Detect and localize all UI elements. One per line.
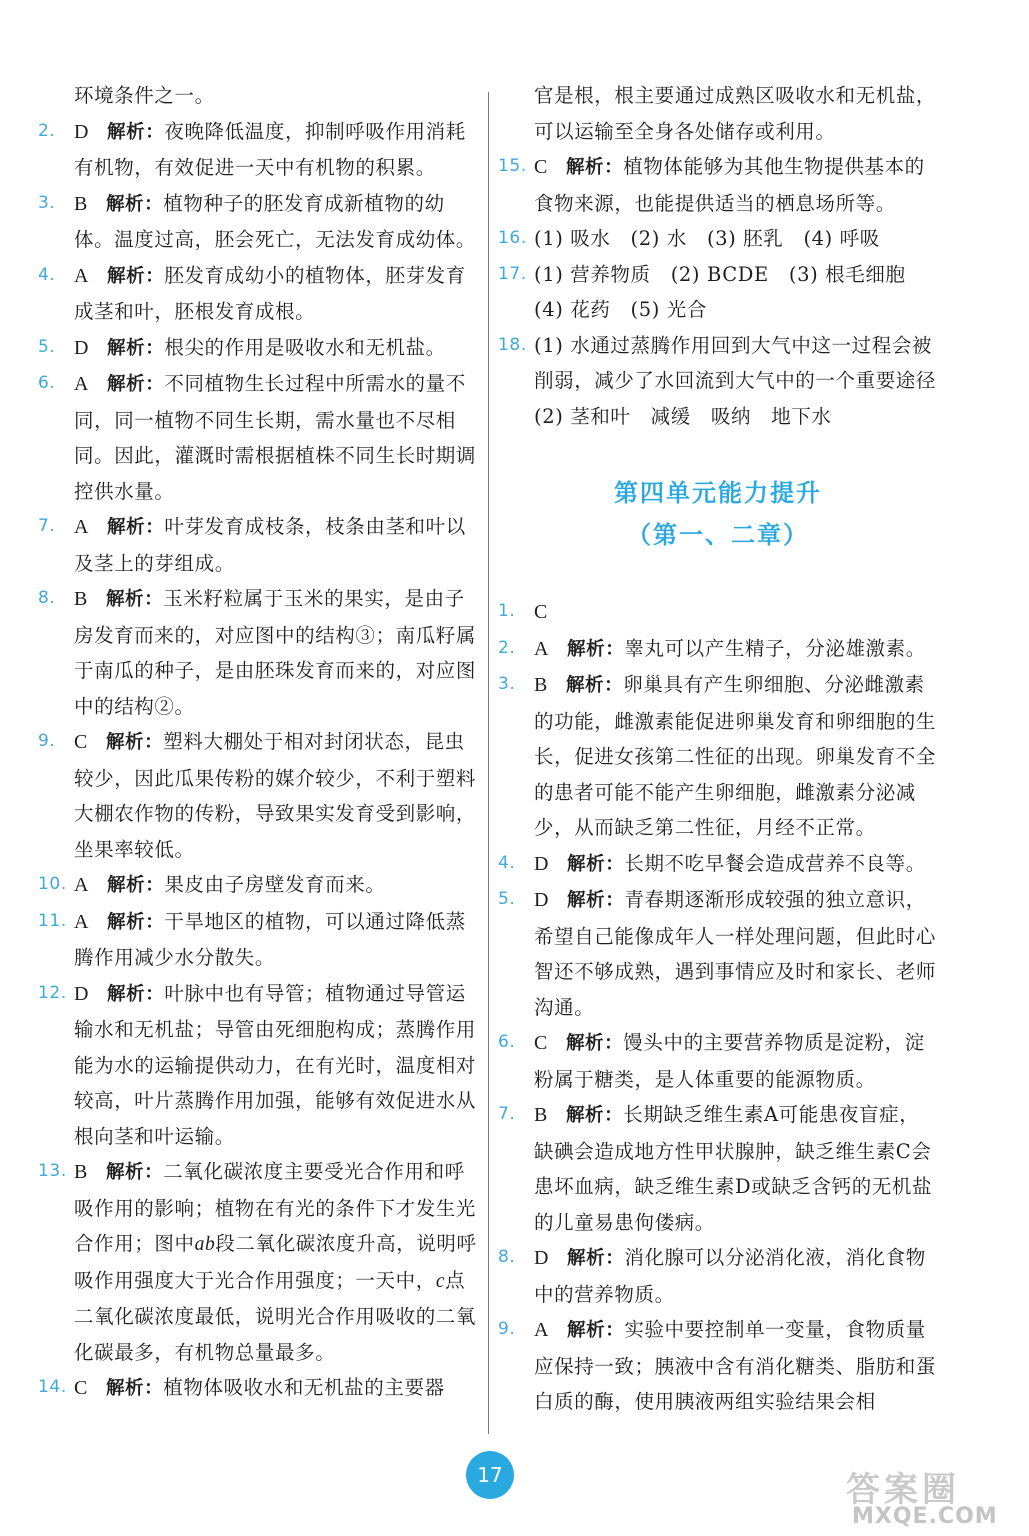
section-header: [498, 472, 938, 556]
answer-item-13: 13. B 解析：二氧化碳浓度主要受光合作用和呼吸作用的影响；植物在有光的条件下才发生光合作用；图中ab段二氧化碳浓度升高，说明呼吸作用强度大于光合作用强度；一天中，c点二氧化碳浓度最低，说明光合作用吸收的二氧化碳最多，有机物总量最多。: [38, 1160, 477, 1364]
answer-item-u4-7: 7. B 解析：长期缺乏维生素A可能患夜盲症，缺碘会造成地方性甲状腺肿，缺乏维生素C会患坏血病，缺乏维生素D或缺乏含钙的无机盐的儿童易患佝偻病。: [498, 1103, 933, 1234]
answer-item-11: 11. A 解析：干旱地区的植物，可以通过降低蒸腾作用减少水分散失。: [38, 909, 466, 969]
answer-item-4: 4. A 解析：胚发育成幼小的植物体，胚芽发育成茎和叶，胚根发育成根。: [38, 263, 466, 323]
answer-item-10: 10. A 解析：果皮由子房壁发育而来。: [38, 873, 386, 896]
answer-item-u4-5: 5. D 解析：青春期逐渐形成较强的独立意识，希望自己能像成年人一样处理问题，但此时心智还不够成熟，遇到事情应及时和家长、老师沟通。: [498, 888, 937, 1019]
watermark-logo: [840, 1462, 1025, 1534]
segment-ab-label: ab: [194, 1234, 216, 1255]
answer-item-u4-3: 3. B 解析：卵巢具有产生卵细胞、分泌雌激素的功能，雌激素能促进卵巢发育和卵细胞的生长，促进女孩第二性征的出现。卵巢发育不全的患者可能不能产生卵细胞，雌激素分泌减少，从而缺乏第二性征，月经不正常。: [498, 673, 937, 839]
point-c-label: c: [435, 1270, 446, 1292]
answer-item-14: 14. C 解析：植物体吸收水和无机盐的主要器: [38, 1376, 445, 1399]
answer-item-7: 7. A 解析：叶芽发育成枝条，枝条由茎和叶以及茎上的芽组成。: [38, 515, 466, 575]
watermark-url: MXQE.COM: [852, 1504, 998, 1529]
answer-item-9: 9. C 解析：塑料大棚处于相对封闭状态，昆虫较少，因此瓜果传粉的媒介较少，不利于塑料大棚农作物的传粉，导致果实发育受到影响，坐果率较低。: [38, 730, 477, 861]
answer-item-u4-1: 1. C: [498, 601, 548, 623]
answer-item-8: 8. B 解析：玉米籽粒属于玉米的果实，是由子房发育而来的，对应图中的结构③；南瓜籽属于南瓜的种子，是由胚珠发育而来的，对应图中的结构②。: [38, 587, 477, 718]
answer-item-3: 3. B 解析：植物种子的胚发育成新植物的幼体。温度过高，胚会死亡，无法发育成幼体。: [38, 191, 477, 251]
answer-item-u4-8: 8. D 解析：消化腺可以分泌消化液，消化食物中的营养物质。: [498, 1246, 926, 1306]
left-answer-list: [38, 114, 480, 1407]
answer-item-17: 17. (1) 营养物质 (2) BCDE (3) 根毛细胞 (4) 花药 (5) 光合: [498, 262, 926, 321]
right-column: [498, 78, 957, 1420]
column-divider: [488, 92, 489, 1434]
answer-item-18: 18. (1) 水通过蒸腾作用回到大气中这一过程会被削弱，减少了水回流到大气中的一个重要途径 (2) 茎和叶 减缓 吸纳 地下水: [498, 333, 957, 428]
answer-item-u4-9: 9. A 解析：实验中要控制单一变量，食物质量应保持一致；胰液中含有消化糖类、脂肪和蛋白质的酶，使用胰液两组实验结果会相: [498, 1318, 937, 1413]
answer-item-6: 6. A 解析：不同植物生长过程中所需水的量不同，同一植物不同生长期，需水量也不尽相同。因此，灌溉时需根据植株不同生长时期调控供水量。: [38, 372, 477, 503]
right-lead-text: 官是根，根主要通过成熟区吸收水和无机盐，可以运输至全身各处储存或利用。: [534, 84, 937, 143]
answer-item-u4-4: 4. D 解析：长期不吃早餐会造成营养不良等。: [498, 851, 926, 875]
answer-item-u4-6: 6. C 解析：馒头中的主要营养物质是淀粉，淀粉属于糖类，是人体重要的能源物质。: [498, 1031, 925, 1091]
page-number-badge: 17: [466, 1451, 514, 1499]
watermark-text: 答案圈: [846, 1470, 960, 1510]
answer-item-2: 2. D 解析：夜晚降低温度，抑制呼吸作用消耗有机物，有效促进一天中有机物的积累。: [38, 119, 466, 179]
section-subtitle: （第一、二章）: [627, 521, 809, 549]
answer-item-u4-2: 2. A 解析：睾丸可以产生精子，分泌雄激素。: [498, 636, 926, 660]
answer-item-5: 5. D 解析：根尖的作用是吸收水和无机盐。: [38, 335, 446, 359]
answer-item-12: 12. D 解析：叶脉中也有导管；植物通过导管运输水和无机盐；导管由死细胞构成；蒸腾作用能为水的运输提供动力，在有光时，温度相对较高，叶片蒸腾作用加强，能够有效促进水从根向茎和叶运输。: [38, 981, 477, 1148]
answer-item-16: 16. (1) 吸水 (2) 水 (3) 胚乳 (4) 呼吸: [498, 227, 880, 250]
left-column: [38, 78, 480, 1407]
answer-item-15: 15. C 解析：植物体能够为其他生物提供基本的食物来源，也能提供适当的栖息场所等。: [498, 155, 925, 215]
section-title: 第四单元能力提升: [614, 479, 822, 507]
left-lead-text: 环境条件之一。: [74, 84, 215, 107]
